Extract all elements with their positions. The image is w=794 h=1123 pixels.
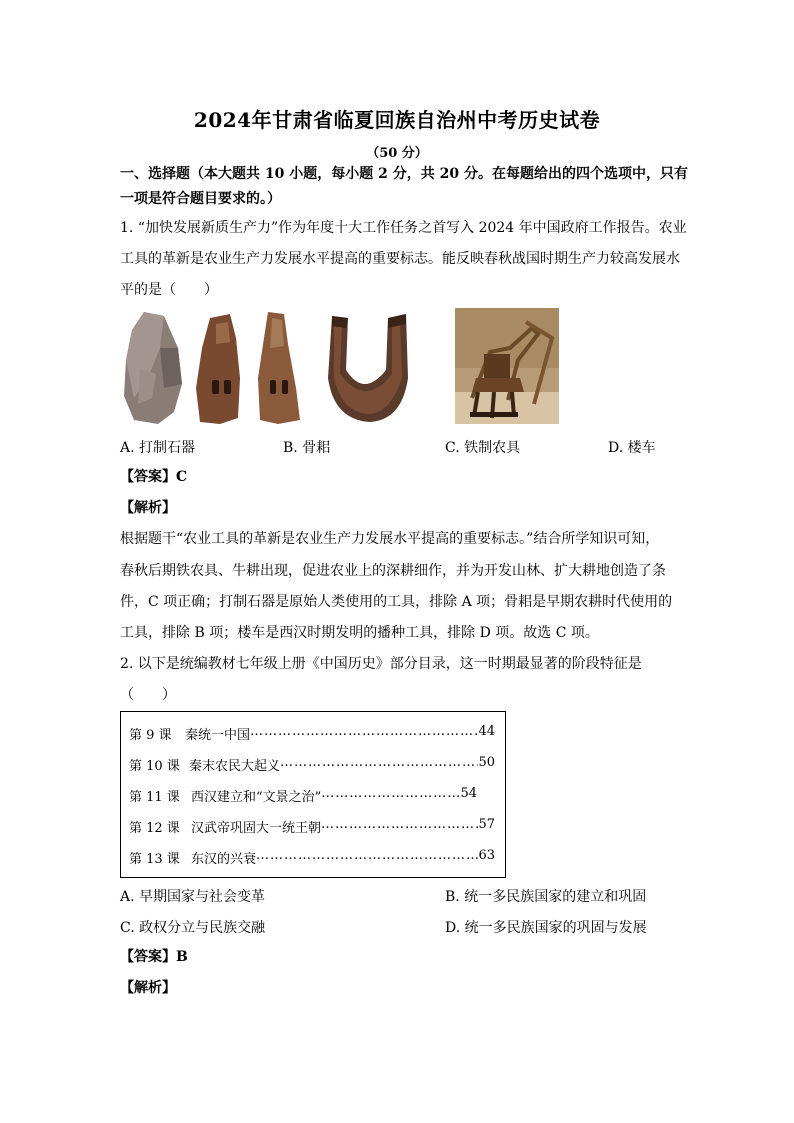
bone-spade-image [196,312,300,424]
q1-analysis-line3: 件，C 项正确；打制石器是原始人类使用的工具，排除 A 项；骨耜是早期农耕时代使用的 [120,594,673,610]
toc-lesson: 第 11 课 [129,790,180,805]
q1-option-d: D. 楼车 [608,440,656,456]
toc-lesson: 第 13 课 [129,852,180,867]
q1-stem-line1: 1. “加快发展新质生产力”作为年度十大工作任务之首写入 2024 年中国政府工作报告。农业 [120,220,687,236]
seed-drill-image [455,308,559,424]
toc-page: 63 [478,848,495,863]
q1-option-c: C. 铁制农具 [445,440,521,456]
toc-lesson: 第 9 课 [129,728,172,743]
q2-option-a: A. 早期国家与社会变革 [120,889,266,905]
toc-row [129,786,495,805]
toc-row [129,817,495,836]
q1-option-b: B. 骨耜 [283,440,331,456]
toc-row [129,848,495,867]
toc-row [129,755,495,774]
toc-page: 54 [460,786,477,801]
toc-row [129,724,495,743]
toc-page: 50 [478,755,495,770]
q2-stem-line1: 2. 以下是统编教材七年级上册《中国历史》部分目录，这一时期最显著的阶段特征是 [120,656,642,672]
toc-leader [280,755,478,774]
toc-title: 秦末农民大起义 [189,759,281,774]
table-of-contents [120,711,506,878]
total-score: （50 分） [366,146,428,161]
toc-leader [250,724,478,743]
section-heading-line1: 一、选择题（本大题共 10 小题，每小题 2 分，共 20 分。在每题给出的四个选项中，只有 [120,166,688,182]
q2-option-d: D. 统一多民族国家的巩固与发展 [445,920,647,936]
toc-page: 57 [478,817,495,832]
toc-title: 汉武帝巩固大一统王朝 [191,821,322,836]
page-title: 2024年甘肃省临夏回族自治州中考历史试卷 [193,108,601,132]
iron-tool-image [328,314,408,422]
q2-stem-line2: （ ） [120,687,176,703]
toc-title: 东汉的兴衰 [191,852,257,867]
q1-analysis-line2: 春秋后期铁农具、牛耕出现，促进农业上的深耕细作，并为开发山林、扩大耕地创造了条 [120,563,666,579]
q2-analysis-label: 【解析】 [120,980,176,996]
toc-leader [321,817,478,836]
q1-option-a: A. 打制石器 [120,440,196,456]
q1-analysis-line4: 工具，排除 B 项；楼车是西汉时期发明的播种工具，排除 D 项。故选 C 项。 [120,625,599,641]
q2-answer: 【答案】B [120,949,188,965]
toc-lesson: 第 10 课 [129,759,180,774]
toc-page: 44 [478,724,495,739]
q1-answer: 【答案】C [120,469,188,485]
chipped-stone-tool-image [124,312,182,424]
toc-title: 秦统一中国 [185,728,251,743]
q1-tool-images [120,308,676,428]
toc-leader [321,786,460,805]
q1-analysis-line1: 根据题干“农业工具的革新是农业生产力发展水平提高的重要标志。”结合所学知识可知， [120,531,660,547]
q2-option-c: C. 政权分立与民族交融 [120,920,266,936]
q1-analysis-label: 【解析】 [120,500,176,516]
q1-stem-line2: 工具的革新是农业生产力发展水平提高的重要标志。能反映春秋战国时期生产力较高发展水 [120,251,680,267]
toc-lesson: 第 12 课 [129,821,180,836]
q1-stem-line3: 平的是（ ） [120,282,218,298]
toc-title: 西汉建立和“文景之治” [191,790,322,805]
toc-leader [256,848,478,867]
q2-option-b: B. 统一多民族国家的建立和巩固 [445,889,647,905]
section-heading-line2: 一项是符合题目要求的。） [120,191,281,207]
